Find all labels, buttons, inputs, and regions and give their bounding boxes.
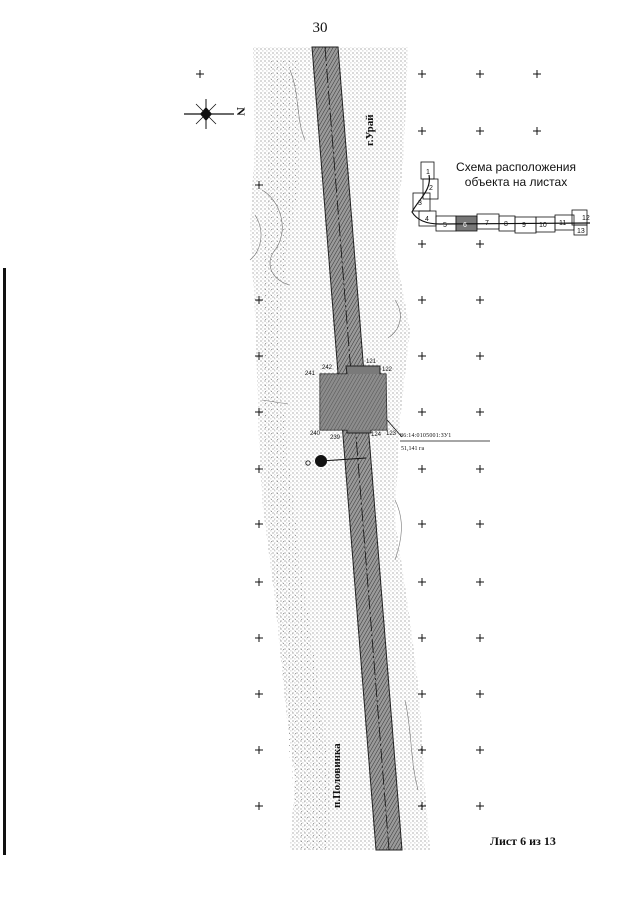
road-label-polovinka: п.Половинка	[331, 743, 343, 808]
svg-text:3: 3	[418, 200, 422, 207]
left-margin-bar	[3, 268, 6, 855]
point-label: 122	[382, 367, 393, 373]
svg-text:6: 6	[463, 222, 467, 229]
point-label: 121	[366, 359, 377, 365]
svg-text:2: 2	[429, 185, 433, 192]
point-label: 242	[322, 365, 333, 371]
svg-text:7: 7	[485, 220, 489, 227]
svg-text:4: 4	[425, 216, 429, 223]
svg-text:12: 12	[582, 215, 590, 222]
inset-title-line2: объекта на листах	[464, 175, 568, 189]
svg-text:10: 10	[539, 222, 547, 229]
point-label: 241	[305, 371, 316, 377]
page-number: 30	[312, 20, 328, 36]
cadastral-area: 51,141 га	[401, 446, 425, 452]
inset-title-line1: Схема расположения	[456, 160, 576, 174]
sheet-label: Лист 6 из 13	[490, 834, 556, 848]
point-label: 124	[371, 432, 382, 438]
svg-text:5: 5	[443, 222, 447, 229]
point-label: 239	[330, 435, 341, 441]
inset-title	[446, 160, 586, 190]
svg-text:13: 13	[577, 228, 585, 235]
svg-text:8: 8	[504, 221, 508, 228]
road-label-urai: г.Урай	[364, 114, 376, 146]
svg-text:9: 9	[522, 222, 526, 229]
point-label: 240	[310, 431, 321, 437]
cadastral-number: 86:14:0105001:ЗУ1	[400, 433, 452, 439]
point-label: 123	[386, 431, 397, 437]
svg-text:1: 1	[426, 169, 430, 176]
svg-text:11: 11	[559, 220, 567, 227]
north-label: N	[233, 107, 248, 116]
